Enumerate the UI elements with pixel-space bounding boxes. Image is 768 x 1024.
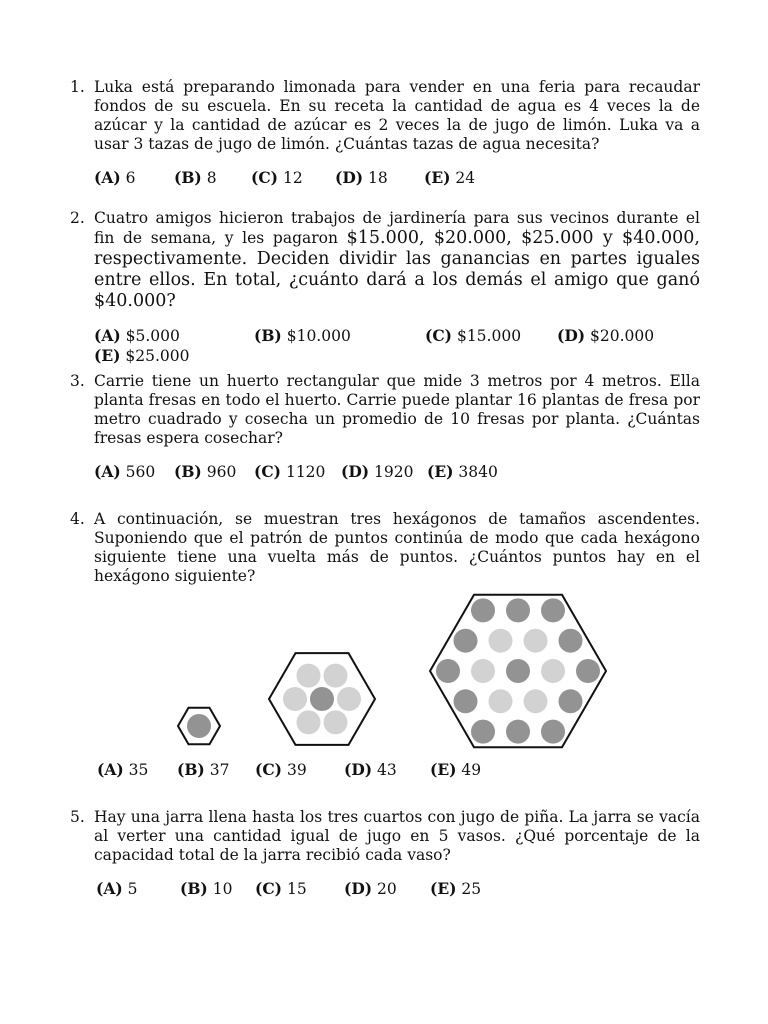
- question-text: A continuación, se muestran tres hexágonos de tamaños ascendentes. Suponiendo que el patrón de puntos continúa de modo que cada hexágono siguiente tiene una vuelta más de puntos. ¿Cuántos puntos hay en el hexágono siguiente?: [94, 510, 700, 585]
- answer-options-row-2: [94, 346, 700, 368]
- dot-light: [489, 689, 513, 713]
- dot-dark: [506, 720, 530, 744]
- dot-dark: [471, 720, 495, 744]
- option-d: (D) 1920: [341, 462, 414, 481]
- question-text: Carrie tiene un huerto rectangular que mide 3 metros por 4 metros. Ella planta fresas en todo el huerto. Carrie puede plantar 16 plantas de fresa por metro cuadrado y cosecha un promedio de 10 fresas por planta. ¿Cuántas fresas espera cosechar?: [94, 372, 700, 447]
- option-d: (D) 43: [344, 760, 397, 779]
- dot-light: [471, 659, 495, 683]
- question-text-part-1: Cuatro amigos hicieron trabajos de jardinería para sus vecinos durante el fin de semana, y les pagaron: [94, 209, 700, 247]
- option-c: (C) 1120: [254, 462, 326, 481]
- option-a: (A) 35: [97, 760, 149, 779]
- dot-light: [541, 659, 565, 683]
- option-d: (D) 20: [344, 879, 397, 898]
- hexagon-small: [178, 708, 220, 744]
- dot-light: [324, 710, 348, 734]
- dot-light: [524, 629, 548, 653]
- option-b: (B) 960: [174, 462, 237, 481]
- option-a: (A) 5: [96, 879, 138, 898]
- question-text: [94, 209, 700, 312]
- dot-dark: [506, 598, 530, 622]
- dot-light: [297, 710, 321, 734]
- question-text: Hay una jarra llena hasta los tres cuartos con jugo de piña. La jarra se vacía al verter una cantidad igual de jugo en 5 vasos. ¿Qué porcentaje de la capacidad total de la jarra recibió cada vaso?: [94, 808, 700, 864]
- answer-options: [94, 879, 700, 901]
- question-3: [70, 372, 700, 484]
- option-e: (E) $25.000: [94, 346, 190, 365]
- dot-light: [524, 689, 548, 713]
- answer-options: [94, 168, 700, 190]
- option-a: (A) 560: [94, 462, 156, 481]
- dot-dark: [559, 629, 583, 653]
- hexagon-large: [430, 595, 606, 747]
- option-e: (E) 24: [424, 168, 476, 187]
- question-1: [70, 78, 700, 190]
- dot-light: [489, 629, 513, 653]
- option-b: (B) $10.000: [254, 326, 351, 345]
- dot-light: [297, 664, 321, 688]
- option-d: (D) 18: [335, 168, 388, 187]
- option-c: (C) 39: [255, 760, 307, 779]
- question-number: 1.: [70, 78, 85, 96]
- dot-dark: [541, 720, 565, 744]
- dot-dark: [506, 659, 530, 683]
- hexagon-medium: [269, 653, 375, 745]
- dot-light: [324, 664, 348, 688]
- option-e: (E) 25: [430, 879, 482, 898]
- option-c: (C) 15: [255, 879, 307, 898]
- option-c: (C) $15.000: [425, 326, 522, 345]
- dot-dark: [454, 629, 478, 653]
- dot-light: [283, 687, 307, 711]
- question-number: 2.: [70, 209, 85, 227]
- question-text-part-2: $15.000, $20.000, $25.000 y $40.000, respectivamente. Deciden dividir las ganancias en partes iguales entre ellos. En total, ¿cuánto dará a los demás el amigo que ganó $40.000?: [94, 228, 700, 311]
- dot-dark: [471, 598, 495, 622]
- dot-light: [337, 687, 361, 711]
- question-text: Luka está preparando limonada para vender en una feria para recaudar fondos de su escuela. En su receta la cantidad de agua es 4 veces la de azúcar y la cantidad de azúcar es 2 veces la de jugo de limón. Luka va a usar 3 tazas de jugo de limón. ¿Cuántas tazas de agua necesita?: [94, 78, 700, 153]
- dot-dark: [310, 687, 334, 711]
- dot-dark: [559, 689, 583, 713]
- option-b: (B) 10: [180, 879, 233, 898]
- question-number: 5.: [70, 808, 85, 826]
- option-d: (D) $20.000: [557, 326, 655, 345]
- option-e: (E) 49: [430, 760, 482, 779]
- answer-options: [94, 326, 700, 348]
- answer-options: [94, 462, 700, 484]
- option-e: (E) 3840: [427, 462, 498, 481]
- question-number: 3.: [70, 372, 85, 390]
- option-b: (B) 8: [174, 168, 217, 187]
- dot-dark: [576, 659, 600, 683]
- question-4-options: [70, 760, 700, 782]
- dot-dark: [541, 598, 565, 622]
- dot-dark: [187, 714, 211, 738]
- option-c: (C) 12: [251, 168, 303, 187]
- question-number: 4.: [70, 510, 85, 528]
- dot-dark: [454, 689, 478, 713]
- option-b: (B) 37: [177, 760, 230, 779]
- answer-options: [94, 760, 700, 782]
- question-2: [70, 209, 700, 368]
- option-a: (A) 6: [94, 168, 136, 187]
- question-4: [70, 510, 700, 586]
- dot-dark: [436, 659, 460, 683]
- option-a: (A) $5.000: [94, 326, 180, 345]
- question-5: [70, 808, 700, 901]
